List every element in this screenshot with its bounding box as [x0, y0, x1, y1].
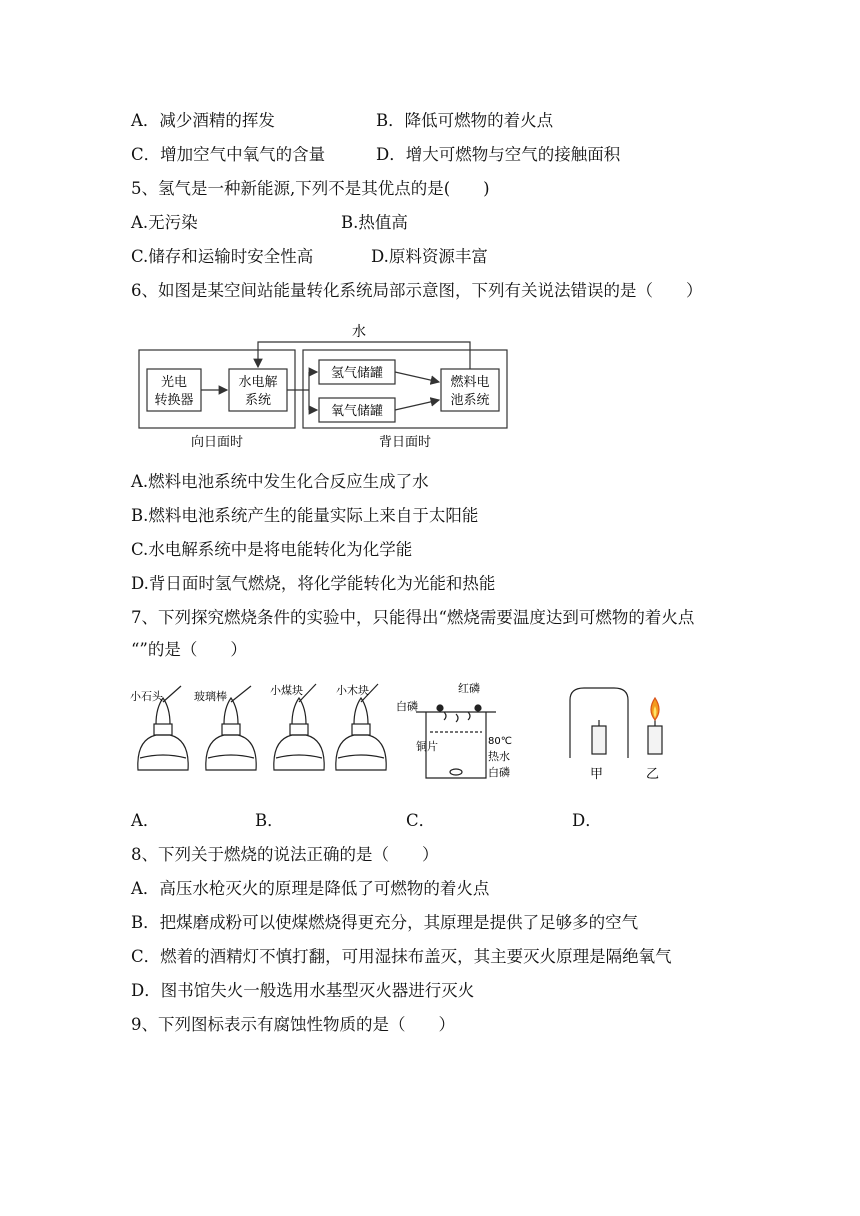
shade-side-label: 背日面时: [378, 435, 432, 450]
candle-jia: [570, 688, 628, 758]
q9-stem: 9、下列图标表示有腐蚀性物质的是（ ）: [131, 1015, 455, 1034]
q5-option-c: C.储存和运输时安全性高: [131, 247, 314, 266]
q8-option-d: D．图书馆失火一般选用水基型灭火器进行灭火: [131, 981, 475, 1000]
q6-option-d: D.背日面时氢气燃烧，将化学能转化为光能和热能: [131, 574, 496, 593]
hot-water-label: 热水: [488, 750, 510, 763]
q8-option-b: B．把煤磨成粉可以使煤燃烧得更充分，其原理是提供了足够多的空气: [131, 913, 639, 932]
energy-system-diagram: [131, 318, 521, 458]
q7-option-b: B．: [255, 811, 284, 830]
white-phosphorus-top-label: 白磷: [396, 700, 418, 713]
q7-option-a: A．: [131, 811, 160, 830]
q6-option-c: C.水电解系统中是将电能转化为化学能: [131, 540, 413, 559]
q5-option-d: D.原料资源丰富: [371, 247, 488, 266]
coal-label: 小煤块: [270, 684, 303, 697]
sunny-side-label: 向日面时: [190, 435, 244, 450]
candle-yi: [648, 698, 662, 754]
temperature-label: 80℃: [488, 736, 512, 747]
water-label: 水: [352, 324, 366, 340]
wood-label: 小木块: [336, 684, 369, 697]
q4-option-b: B．降低可燃物的着火点: [376, 111, 554, 130]
pv-label-line1: 光电: [160, 375, 188, 390]
fuel-cell-label-line2: 池系统: [450, 393, 490, 408]
glass-rod-label: 玻璃棒: [194, 690, 227, 703]
q5-option-a: A.无污染: [131, 213, 198, 232]
pv-label-line2: 转换器: [154, 393, 194, 408]
q8-stem: 8、下列关于燃烧的说法正确的是（ ）: [131, 845, 439, 864]
q7-stem-line2: “”的是（ ）: [131, 640, 247, 659]
q4-option-a: A．减少酒精的挥发: [131, 111, 275, 130]
white-phosphorus-bottom-label: 白磷: [488, 766, 510, 779]
fuel-cell-label-line1: 燃料电: [450, 375, 490, 390]
q7-option-d: D．: [572, 811, 602, 830]
q6-option-a: A.燃料电池系统中发生化合反应生成了水: [131, 472, 429, 491]
q4-option-c: C．增加空气中氧气的含量: [131, 145, 326, 164]
electrolysis-label-line2: 系统: [244, 393, 272, 408]
copper-sheet-label: 铜片: [416, 740, 438, 753]
q6-option-b: B.燃料电池系统产生的能量实际上来自于太阳能: [131, 506, 479, 525]
combustion-experiments-figure: [126, 680, 686, 790]
o2-tank-label: 氧气储罐: [330, 404, 384, 419]
q8-option-a: A．高压水枪灭火的原理是降低了可燃物的着火点: [131, 879, 490, 898]
q5-stem: 5、氢气是一种新能源,下列不是其优点的是( ): [131, 179, 490, 198]
q6-stem: 6、如图是某空间站能量转化系统局部示意图，下列有关说法错误的是（ ）: [131, 281, 703, 300]
q4-option-d: D．增大可燃物与空气的接触面积: [376, 145, 621, 164]
jia-label: 甲: [590, 767, 604, 782]
stone-label: 小石头: [130, 690, 163, 703]
yi-label: 乙: [646, 767, 660, 782]
q5-option-b: B.热值高: [341, 213, 408, 232]
q7-stem-line1: 7、下列探究燃烧条件的实验中，只能得出“燃烧需要温度达到可燃物的着火点: [131, 608, 695, 627]
h2-tank-label: 氢气储罐: [330, 366, 384, 381]
q8-option-c: C．燃着的酒精灯不慎打翻，可用湿抹布盖灭，其主要灭火原理是隔绝氧气: [131, 947, 672, 966]
red-phosphorus-label: 红磷: [458, 682, 480, 695]
electrolysis-label-line1: 水电解: [238, 375, 278, 390]
q7-option-c: C．: [406, 811, 436, 830]
